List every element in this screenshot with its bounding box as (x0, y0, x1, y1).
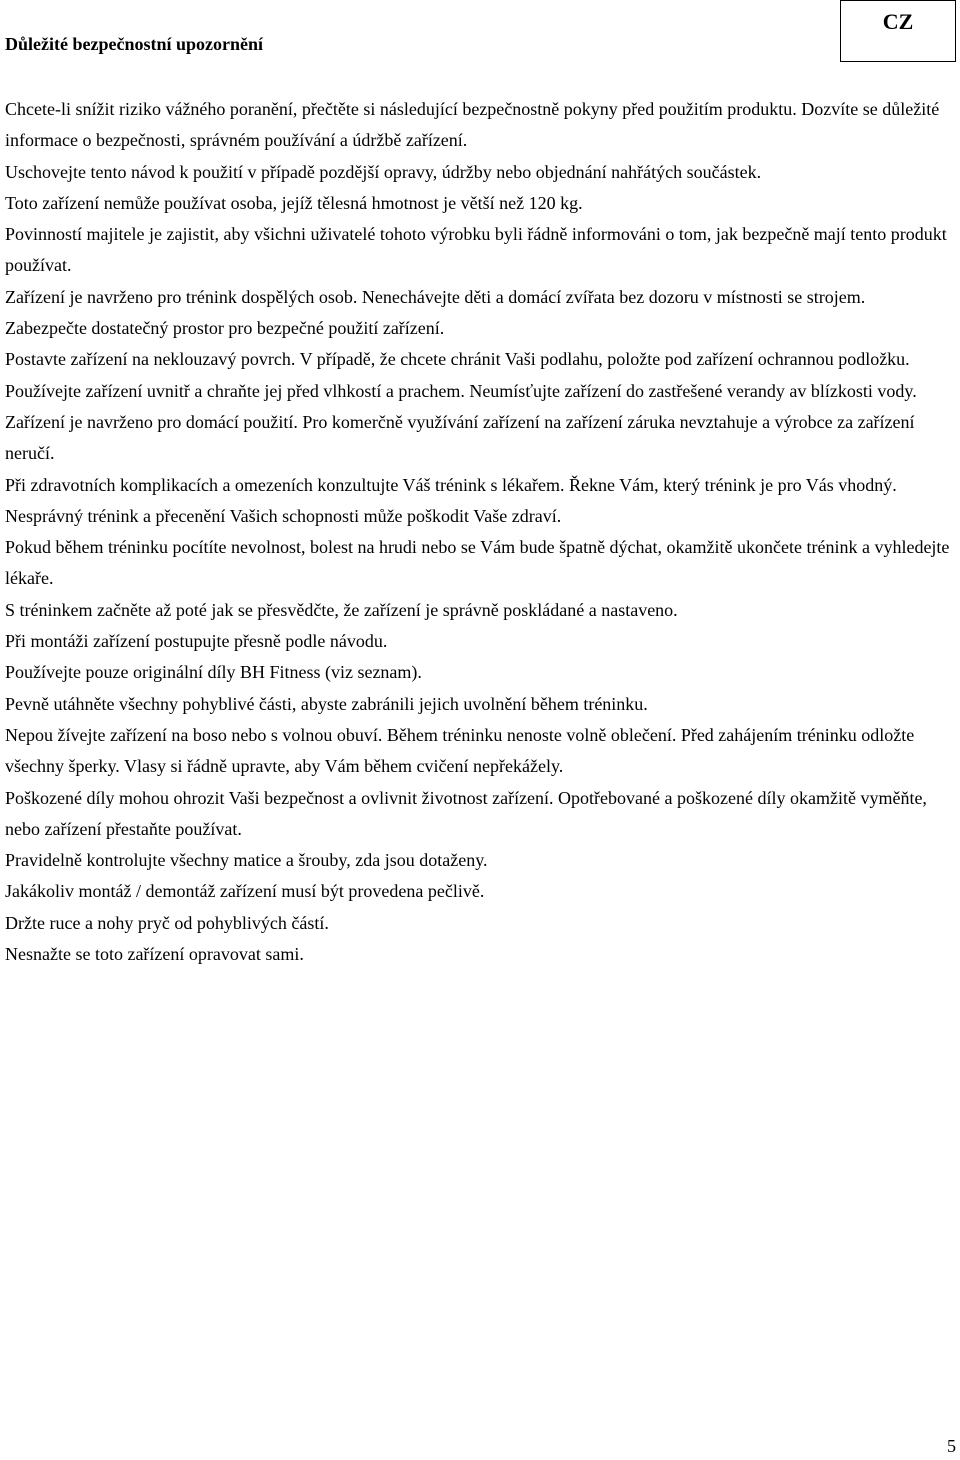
paragraph-keep-hands-away: Držte ruce a nohy pryč od pohyblivých částí. (5, 912, 329, 933)
paragraph-tighten-parts: Pevně utáhněte všechny pohyblivé části, abyste zabránili jejich uvolnění během tréninku. (5, 693, 648, 714)
paragraph-wrong-training: Nesprávný trénink a přecenění Vašich schopnosti může poškodit Vaše zdraví. (5, 505, 562, 526)
paragraph-no-self-repair: Nesnažte se toto zařízení opravovat sami. (5, 944, 304, 965)
paragraph-adults-only: Zařízení je navrženo pro trénink dospělých osob. Nenechávejte děti a domácí zvířata bez dozoru v místnosti se strojem. (5, 286, 866, 307)
paragraph-keep-manual: Uschovejte tento návod k použití v případě pozdější opravy, údržby nebo objednání nahřátých součástek. (5, 161, 762, 182)
document-heading: Důležité bezpečnostní upozornění (5, 34, 263, 54)
safety-instructions-body (5, 94, 955, 970)
page-number: 5 (947, 1436, 956, 1456)
paragraph-check-bolts: Pravidelně kontrolujte všechny matice a šrouby, zda jsou dotaženy. (5, 850, 488, 871)
paragraph-stop-training: Pokud během tréninku pocítíte nevolnost, bolest na hrudi nebo se Vám bude špatně dýchat, okamžitě ukončete trénink a vyhledejte lékaře. (5, 537, 950, 589)
paragraph-damaged-parts: Poškozené díly mohou ohrozit Vaši bezpečnost a ovlivnit životnost zařízení. Opotřebované a poškozené díly okamžitě vyměňte, nebo zařízení přestaňte používat. (5, 787, 927, 839)
paragraph-clothing: Nepou žívejte zařízení na boso nebo s volnou obuví. Během tréninku nenoste volně oblečení. Před zahájením tréninku odložte všechny šperky. Vlasy si řádně upravte, aby Vám během cvičení nepřekážely. (5, 724, 915, 777)
paragraph-indoor-use: Používejte zařízení uvnitř a chraňte jej před vlhkostí a prachem. Neumísťujte zařízení do zastřešené verandy av blízkosti vody. (5, 380, 917, 401)
paragraph-weight-limit: Toto zařízení nemůže používat osoba, jejíž tělesná hmotnost je větší než 120 kg. (5, 192, 583, 213)
paragraph-original-parts: Používejte pouze originální díly BH Fitness (viz seznam). (5, 662, 422, 683)
paragraph-space: Zabezpečte dostatečný prostor pro bezpečné použití zařízení. (5, 318, 445, 339)
paragraph-intro: Chcete-li snížit riziko vážného poranění, přečtěte si následující bezpečnostně pokyny před použitím produktu. Dozvíte se důležité informace o bezpečnosti, správném používání a údržbě zařízení. (5, 99, 940, 151)
paragraph-follow-manual: Při montáži zařízení postupujte přesně podle návodu. (5, 631, 388, 652)
language-code-box (840, 0, 956, 62)
paragraph-check-assembly: S tréninkem začněte až poté jak se přesvědčte, že zařízení je správně poskládané a nastaveno. (5, 599, 678, 620)
paragraph-home-use: Zařízení je navrženo pro domácí použití. Pro komerčně využívání zařízení na zařízení záruka nevztahuje a výrobce za zařízení neručí. (5, 411, 915, 464)
paragraph-surface: Postavte zařízení na neklouzavý povrch. V případě, že chcete chránit Vaši podlahu, položte pod zařízení ochrannou podložku. (5, 349, 910, 370)
language-code-label: CZ (882, 9, 914, 34)
paragraph-careful-assembly: Jakákoliv montáž / demontáž zařízení musí být provedena pečlivě. (5, 881, 485, 902)
paragraph-owner-duty: Povinností majitele je zajistit, aby všichni uživatelé tohoto výrobku byli řádně informováni o tom, jak bezpečně mají tento produkt používat. (5, 224, 947, 276)
paragraph-consult-doctor: Při zdravotních komplikacích a omezeních konzultujte Váš trénink s lékařem. Řekne Vám, který trénink je pro Vás vhodný. (5, 474, 897, 495)
